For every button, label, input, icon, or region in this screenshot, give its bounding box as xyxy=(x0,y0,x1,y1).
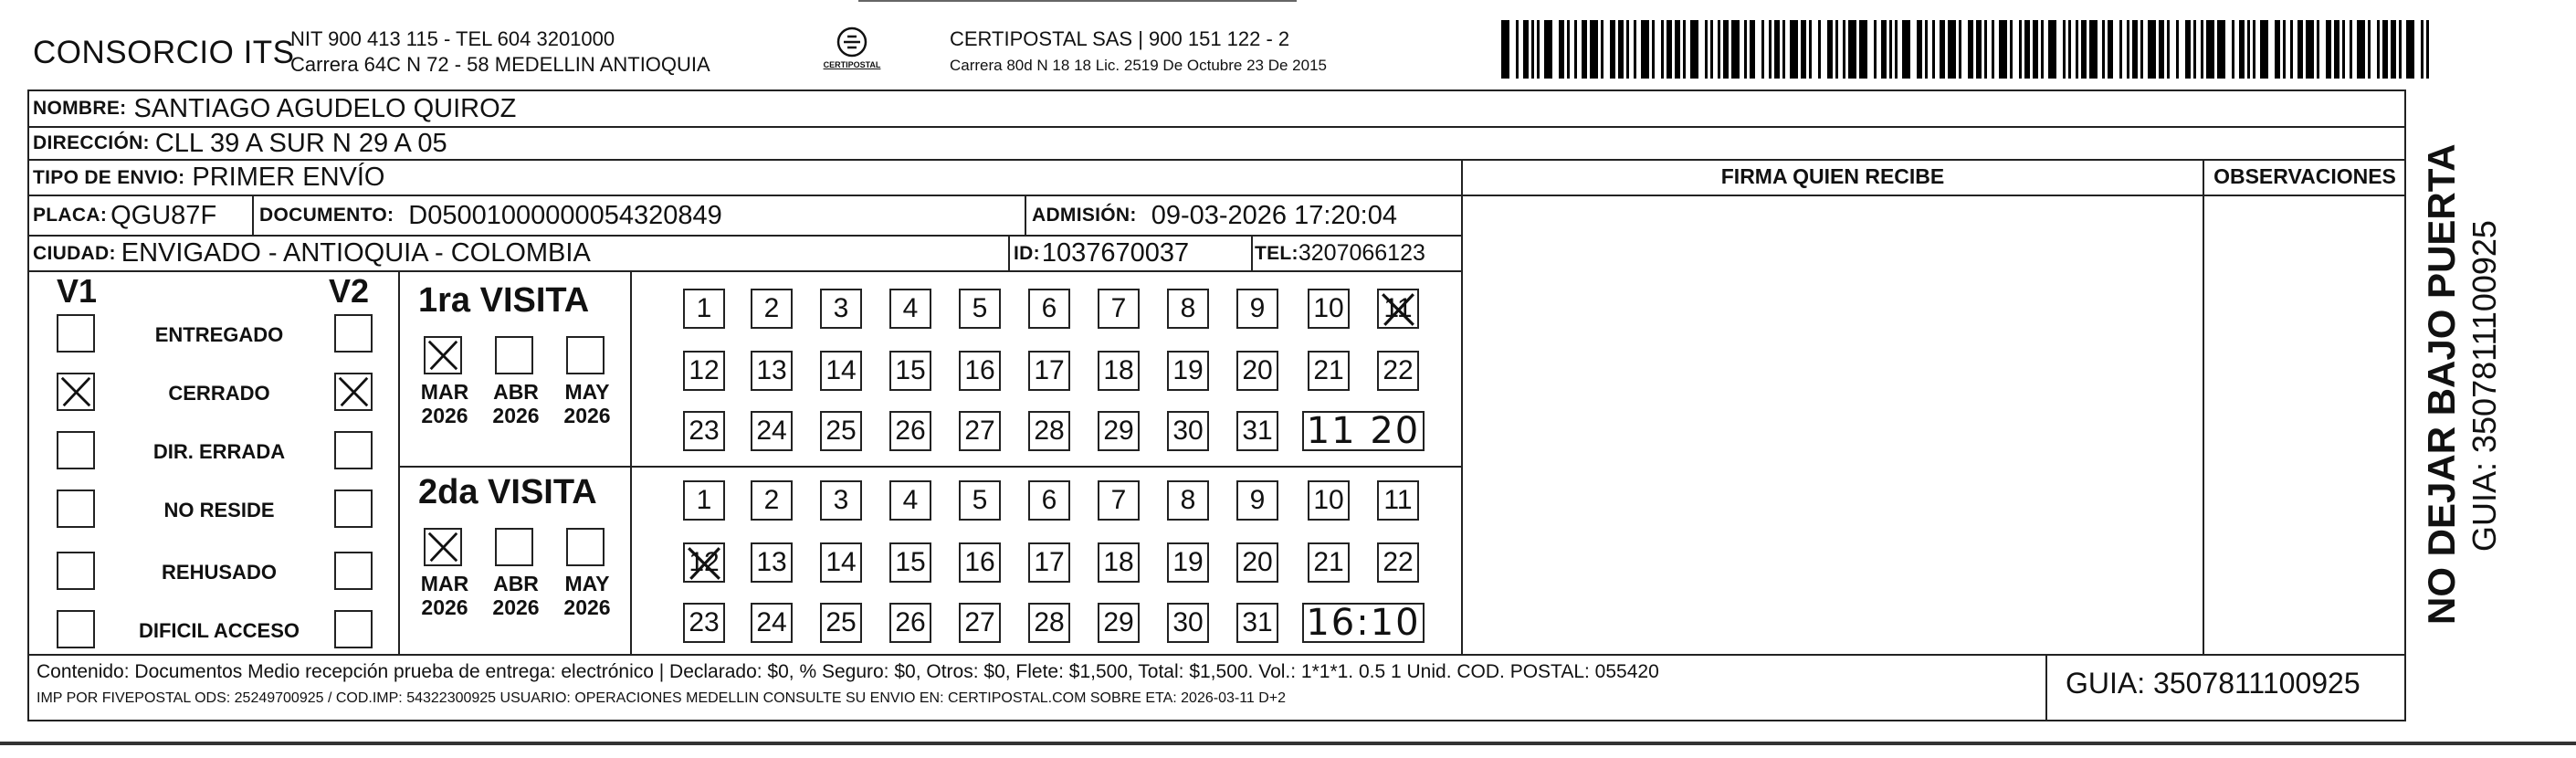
day-number: 18 xyxy=(1103,547,1134,577)
visit1-title: 1ra VISITA xyxy=(418,281,590,320)
day-number: 26 xyxy=(895,607,926,637)
visit2-day-13[interactable] xyxy=(751,542,793,583)
day-number: 11 xyxy=(1383,293,1413,323)
id-cell xyxy=(1014,237,1189,270)
month-name: MAY xyxy=(564,572,610,595)
month-year: 2026 xyxy=(421,595,468,619)
visit2-day-22[interactable] xyxy=(1377,542,1419,583)
v2-checkbox[interactable] xyxy=(334,373,373,411)
day-number: 14 xyxy=(825,547,857,577)
visit1-day-26[interactable] xyxy=(889,411,931,451)
day-number: 16 xyxy=(964,355,995,385)
day-number: 4 xyxy=(902,293,919,323)
visit2-day-8[interactable] xyxy=(1167,480,1209,521)
status-label: REHUSADO xyxy=(162,561,277,584)
day-number: 8 xyxy=(1180,293,1196,323)
visit2-day-25[interactable] xyxy=(820,603,862,643)
day-number: 14 xyxy=(825,355,857,385)
day-number: 21 xyxy=(1313,355,1344,385)
visit2-month-checkbox[interactable] xyxy=(495,528,533,566)
visit2-day-27[interactable] xyxy=(959,603,1001,643)
visit1-day-12[interactable] xyxy=(683,351,725,391)
documento-cell xyxy=(259,196,722,235)
visit1-day-30[interactable] xyxy=(1167,411,1209,451)
top-border xyxy=(858,0,1297,2)
v2-checkbox[interactable] xyxy=(334,431,373,469)
month-year: 2026 xyxy=(492,404,540,427)
day-number: 13 xyxy=(756,355,787,385)
firma-label: FIRMA QUIEN RECIBE xyxy=(1720,164,1945,188)
visit1-time-box[interactable] xyxy=(1302,411,1425,451)
company-nit: NIT 900 413 115 - TEL 604 3201000 xyxy=(290,27,615,50)
placa-cell xyxy=(33,196,216,235)
day-number: 25 xyxy=(825,416,857,446)
visit1-day-3[interactable] xyxy=(820,289,862,329)
day-number: 2 xyxy=(763,485,780,515)
visit1-day-21[interactable] xyxy=(1308,351,1350,391)
day-number: 6 xyxy=(1041,293,1057,323)
tipo-label: TIPO DE ENVIO: xyxy=(33,166,185,188)
day-number: 30 xyxy=(1172,607,1204,637)
month-year: 2026 xyxy=(563,595,611,619)
month-name: MAR xyxy=(420,380,469,404)
visit2-month-label xyxy=(559,572,615,619)
v2-checkbox[interactable] xyxy=(334,610,373,648)
visit2-day-20[interactable] xyxy=(1236,542,1278,583)
visit1-day-9[interactable] xyxy=(1236,289,1278,329)
day-number: 9 xyxy=(1249,293,1266,323)
nombre-row xyxy=(33,91,516,126)
footer-guia: GUIA: 3507811100925 xyxy=(2066,667,2360,700)
visit2-day-12[interactable] xyxy=(683,542,725,583)
tel-label: TEL: xyxy=(1255,242,1299,264)
visit2-day-17[interactable] xyxy=(1028,542,1070,583)
visit2-day-23[interactable] xyxy=(683,603,725,643)
visit2-month-checkbox[interactable] xyxy=(566,528,605,566)
documento-label: DOCUMENTO: xyxy=(259,205,394,226)
visit1-day-7[interactable] xyxy=(1098,289,1140,329)
v1-checkbox[interactable] xyxy=(57,431,95,469)
day-number: 15 xyxy=(895,355,926,385)
month-year: 2026 xyxy=(492,595,540,619)
visit2-day-1[interactable] xyxy=(683,480,725,521)
v1-checkbox[interactable] xyxy=(57,490,95,528)
day-number: 18 xyxy=(1103,355,1134,385)
day-number: 22 xyxy=(1383,547,1414,577)
handwritten-time: 16:10 xyxy=(1306,602,1421,644)
visit1-day-4[interactable] xyxy=(889,289,931,329)
visit2-day-9[interactable] xyxy=(1236,480,1278,521)
status-label: DIR. ERRADA xyxy=(152,440,286,463)
day-number: 29 xyxy=(1103,607,1134,637)
day-number: 8 xyxy=(1180,485,1196,515)
tel-value: 3207066123 xyxy=(1298,240,1425,266)
id-label: ID: xyxy=(1014,242,1040,264)
id-value: 1037670037 xyxy=(1041,238,1190,268)
visit1-day-17[interactable] xyxy=(1028,351,1070,391)
observaciones-label: OBSERVACIONES xyxy=(2213,164,2396,188)
logo-caption: CERTIPOSTAL xyxy=(823,60,881,69)
visit2-day-7[interactable] xyxy=(1098,480,1140,521)
day-number: 27 xyxy=(964,607,995,637)
tipo-value: PRIMER ENVÍO xyxy=(192,163,385,192)
visit1-day-14[interactable] xyxy=(820,351,862,391)
visit2-day-21[interactable] xyxy=(1308,542,1350,583)
contenido-text: Contenido: Documentos Medio recepción prueba de entrega: electrónico | Declarado: $0, % Seguro: $0, Otros: $0, Flete: $1,500, Total: $1,500. Vol.: 1*1*1. 0.5 1 Unid. COD. POSTAL: 055420 xyxy=(37,661,1659,682)
day-number: 23 xyxy=(689,607,720,637)
visit1-month-checkbox[interactable] xyxy=(495,336,533,374)
day-number: 20 xyxy=(1242,355,1273,385)
visit2-month-checkbox[interactable] xyxy=(424,528,462,566)
day-number: 1 xyxy=(696,485,712,515)
certipostal-logo xyxy=(811,24,893,80)
day-number: 12 xyxy=(689,355,720,385)
day-number: 5 xyxy=(972,485,988,515)
v1-checkbox[interactable] xyxy=(57,373,95,411)
visit2-day-16[interactable] xyxy=(959,542,1001,583)
side-guia: GUIA: 3507811100925 xyxy=(2466,220,2503,552)
admision-value: 09-03-2026 17:20:04 xyxy=(1151,200,1397,230)
visit1-day-11[interactable] xyxy=(1377,289,1419,329)
ciudad-cell xyxy=(33,237,591,270)
tel-cell xyxy=(1255,237,1425,270)
v2-checkbox[interactable] xyxy=(334,314,373,353)
visit2-day-2[interactable] xyxy=(751,480,793,521)
visit1-month-label xyxy=(488,380,544,427)
day-number: 12 xyxy=(689,547,720,577)
nombre-value: SANTIAGO AGUDELO QUIROZ xyxy=(133,93,517,123)
visit1-day-5[interactable] xyxy=(959,289,1001,329)
day-number: 27 xyxy=(964,416,995,446)
v2-checkbox[interactable] xyxy=(334,552,373,590)
day-number: 10 xyxy=(1313,485,1344,515)
visit2-day-3[interactable] xyxy=(820,480,862,521)
status-label: DIFICIL ACCESO xyxy=(138,619,300,642)
v1-header: V1 xyxy=(57,272,98,310)
day-number: 3 xyxy=(833,485,849,515)
visit1-day-24[interactable] xyxy=(751,411,793,451)
day-number: 28 xyxy=(1034,416,1065,446)
visit2-day-10[interactable] xyxy=(1308,480,1350,521)
visit1-day-23[interactable] xyxy=(683,411,725,451)
visit1-day-13[interactable] xyxy=(751,351,793,391)
visit1-day-18[interactable] xyxy=(1098,351,1140,391)
tipo-row xyxy=(33,161,384,195)
day-number: 25 xyxy=(825,607,857,637)
day-number: 22 xyxy=(1383,355,1414,385)
visit2-day-18[interactable] xyxy=(1098,542,1140,583)
day-number: 23 xyxy=(689,416,720,446)
visit2-time-box[interactable] xyxy=(1302,603,1425,643)
imp-text: IMP POR FIVEPOSTAL ODS: 25249700925 / COD.IMP: 54322300925 USUARIO: OPERACIONES MEDELLIN CONSULTE SU ENVIO EN: CERTIPOSTAL.COM SOBRE ETA: 2026-03-11 D+2 xyxy=(37,690,1287,706)
day-number: 30 xyxy=(1172,416,1204,446)
day-number: 24 xyxy=(756,416,787,446)
bottom-border xyxy=(0,742,2576,745)
visit1-day-28[interactable] xyxy=(1028,411,1070,451)
visit1-day-16[interactable] xyxy=(959,351,1001,391)
day-number: 31 xyxy=(1242,607,1273,637)
v2-header: V2 xyxy=(329,272,370,310)
day-number: 20 xyxy=(1242,547,1273,577)
day-number: 4 xyxy=(902,485,919,515)
visit2-day-26[interactable] xyxy=(889,603,931,643)
visit2-day-30[interactable] xyxy=(1167,603,1209,643)
visit1-day-8[interactable] xyxy=(1167,289,1209,329)
month-name: ABR xyxy=(493,572,539,595)
v1-checkbox[interactable] xyxy=(57,314,95,353)
nombre-label: NOMBRE: xyxy=(33,98,127,119)
visit2-day-24[interactable] xyxy=(751,603,793,643)
day-number: 5 xyxy=(972,293,988,323)
visit2-day-4[interactable] xyxy=(889,480,931,521)
visit2-month-label xyxy=(416,572,473,619)
day-number: 19 xyxy=(1172,355,1204,385)
month-name: ABR xyxy=(493,380,539,404)
visit1-day-10[interactable] xyxy=(1308,289,1350,329)
visit2-day-14[interactable] xyxy=(820,542,862,583)
visit1-day-2[interactable] xyxy=(751,289,793,329)
day-mark xyxy=(685,544,723,581)
v2-checkbox[interactable] xyxy=(334,490,373,528)
day-number: 17 xyxy=(1034,355,1065,385)
visit2-day-28[interactable] xyxy=(1028,603,1070,643)
day-number: 28 xyxy=(1034,607,1065,637)
v1-checkbox[interactable] xyxy=(57,552,95,590)
day-number: 7 xyxy=(1110,293,1127,323)
visit1-month-label xyxy=(559,380,615,427)
day-number: 29 xyxy=(1103,416,1134,446)
visit1-month-checkbox[interactable] xyxy=(566,336,605,374)
day-number: 17 xyxy=(1034,547,1065,577)
direccion-row xyxy=(33,128,447,159)
day-number: 31 xyxy=(1242,416,1273,446)
day-number: 11 xyxy=(1383,485,1413,515)
day-number: 9 xyxy=(1249,485,1266,515)
visit2-day-6[interactable] xyxy=(1028,480,1070,521)
carrier-address: Carrera 80d N 18 18 Lic. 2519 De Octubre 23 De 2015 xyxy=(950,57,1327,74)
carrier-name: CERTIPOSTAL SAS | 900 151 122 - 2 xyxy=(950,27,1290,50)
visit2-day-31[interactable] xyxy=(1236,603,1278,643)
month-year: 2026 xyxy=(421,404,468,427)
visit1-day-20[interactable] xyxy=(1236,351,1278,391)
visit2-title: 2da VISITA xyxy=(418,473,597,511)
day-number: 3 xyxy=(833,293,849,323)
visit1-day-31[interactable] xyxy=(1236,411,1278,451)
v1-checkbox[interactable] xyxy=(57,610,95,648)
visit1-day-15[interactable] xyxy=(889,351,931,391)
visit1-month-label xyxy=(416,380,473,427)
barcode xyxy=(1501,20,2442,79)
day-number: 24 xyxy=(756,607,787,637)
day-number: 1 xyxy=(696,293,712,323)
day-number: 10 xyxy=(1313,293,1344,323)
direccion-label: DIRECCIÓN: xyxy=(33,132,150,153)
admision-label: ADMISIÓN: xyxy=(1032,205,1137,226)
visit1-day-22[interactable] xyxy=(1377,351,1419,391)
visit1-day-25[interactable] xyxy=(820,411,862,451)
company-address: Carrera 64C N 72 - 58 MEDELLIN ANTIOQUIA xyxy=(290,53,710,76)
visit2-day-15[interactable] xyxy=(889,542,931,583)
placa-value: QGU87F xyxy=(110,200,217,230)
day-number: 19 xyxy=(1172,547,1204,577)
visit1-day-29[interactable] xyxy=(1098,411,1140,451)
side-warning: NO DEJAR BAJO PUERTA xyxy=(2420,143,2463,625)
month-name: MAR xyxy=(420,572,469,595)
day-number: 13 xyxy=(756,547,787,577)
status-label: ENTREGADO xyxy=(154,323,284,346)
placa-label: PLACA: xyxy=(33,205,108,226)
day-number: 15 xyxy=(895,547,926,577)
ciudad-value: ENVIGADO - ANTIOQUIA - COLOMBIA xyxy=(121,238,591,268)
visit1-day-19[interactable] xyxy=(1167,351,1209,391)
visit2-day-5[interactable] xyxy=(959,480,1001,521)
day-number: 21 xyxy=(1313,547,1344,577)
month-year: 2026 xyxy=(563,404,611,427)
day-number: 2 xyxy=(763,293,780,323)
day-mark xyxy=(1379,290,1417,327)
status-label: CERRADO xyxy=(168,382,270,405)
status-label: NO RESIDE xyxy=(163,499,275,521)
visit1-month-checkbox[interactable] xyxy=(424,336,462,374)
month-name: MAY xyxy=(564,380,610,404)
admision-cell xyxy=(1032,196,1397,235)
handwritten-time: 11 20 xyxy=(1306,410,1421,452)
documento-value: D05001000000054320849 xyxy=(408,200,722,230)
visit1-day-6[interactable] xyxy=(1028,289,1070,329)
visit2-day-11[interactable] xyxy=(1377,480,1419,521)
day-number: 6 xyxy=(1041,485,1057,515)
direccion-value: CLL 39 A SUR N 29 A 05 xyxy=(154,128,447,158)
visit1-day-27[interactable] xyxy=(959,411,1001,451)
visit1-day-1[interactable] xyxy=(683,289,725,329)
visit2-day-19[interactable] xyxy=(1167,542,1209,583)
company-name: CONSORCIO ITS xyxy=(33,35,295,70)
visit2-month-label xyxy=(488,572,544,619)
ciudad-label: CIUDAD: xyxy=(33,242,116,264)
day-number: 16 xyxy=(964,547,995,577)
day-number: 7 xyxy=(1110,485,1127,515)
visit2-day-29[interactable] xyxy=(1098,603,1140,643)
day-number: 26 xyxy=(895,416,926,446)
